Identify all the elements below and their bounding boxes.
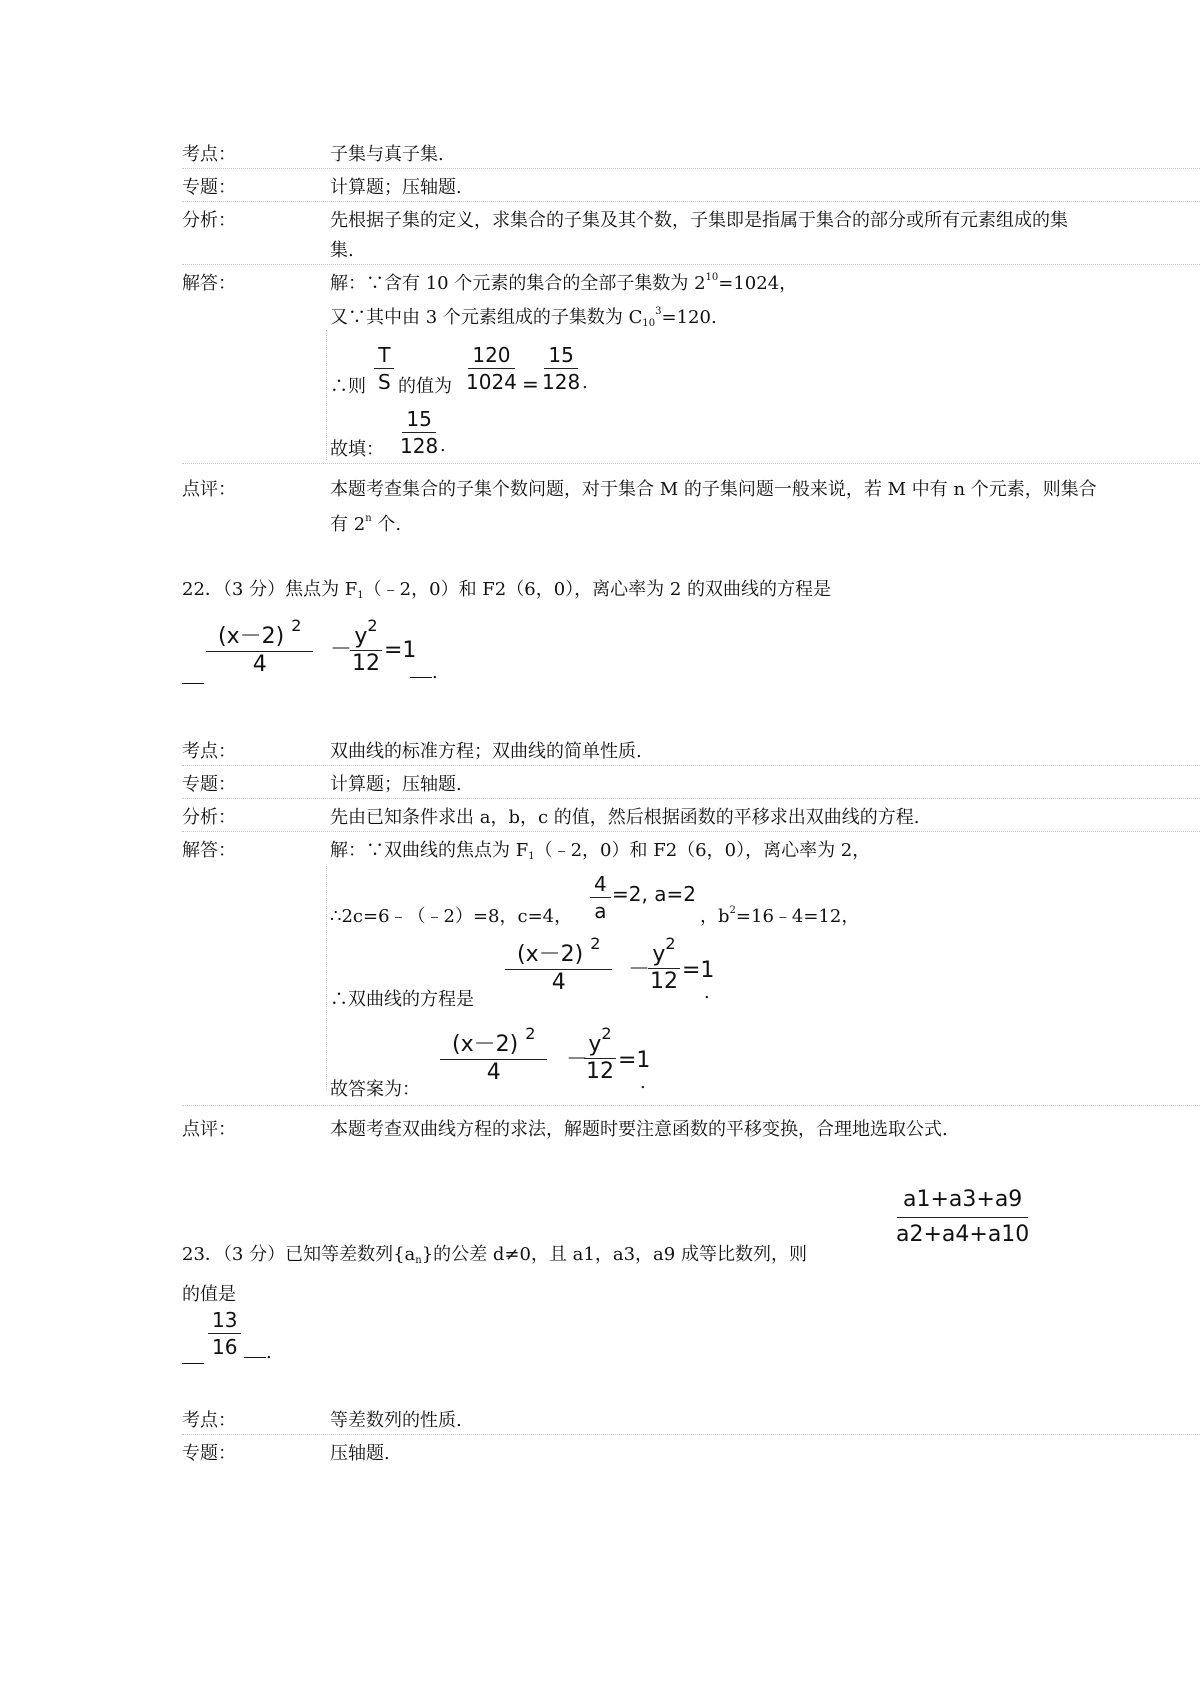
fraction-denominator: 16 <box>212 1335 238 1359</box>
label-jieda-2: 解答： <box>182 840 236 861</box>
exponent: 2 <box>729 905 736 916</box>
fraction-numerator <box>440 1022 547 1060</box>
label-kaodian-3: 考点： <box>182 1410 236 1431</box>
numerator-text: y <box>652 942 666 967</box>
fraction-denominator: 1024 <box>466 370 517 394</box>
period: . <box>440 435 446 456</box>
a-equals-2: =2, a=2 <box>612 882 696 906</box>
subscript: 1 <box>528 851 535 862</box>
fraction-denominator: 4 <box>551 970 566 995</box>
jieda-text: 又∵其中由 3 个元素组成的子集数为 C <box>330 307 643 328</box>
answer-blank-left <box>182 1348 204 1369</box>
fraction-numerator <box>584 1022 615 1059</box>
fraction-y-squared-over-12 <box>646 932 682 994</box>
fenxi-value-2: 先由已知条件求出 a，b，c 的值，然后根据函数的平移求出双曲线的方程. <box>330 807 920 828</box>
equals-one: =1 <box>682 958 715 983</box>
exponent: 2 <box>367 616 378 635</box>
exponent: 3 <box>655 306 662 317</box>
row-divider <box>182 463 1200 464</box>
kaodian-value-1: 子集与真子集. <box>330 144 444 165</box>
fraction-x-minus-2-squared-over-4 <box>440 1022 547 1085</box>
answer-blank-left <box>182 668 204 689</box>
answer-is-text: 故答案为： <box>330 1079 420 1100</box>
column-divider <box>326 864 327 1089</box>
question-23-stem <box>182 1240 807 1266</box>
zhuanti-value-1: 计算题；压轴题. <box>330 177 462 198</box>
dianping-line-1: 本题考查集合的子集个数问题，对于集合 M 的子集问题一般来说，若 M 中有 n 个元素，则集合 <box>330 479 1097 500</box>
label-fenxi-2: 分析： <box>182 807 236 828</box>
fraction-numerator: T <box>374 343 394 369</box>
period: . <box>640 1072 646 1093</box>
question-text: }的公差 d≠0，且 a1，a3，a9 成等比数列，则 <box>421 1244 807 1265</box>
exponent: 2 <box>291 616 302 635</box>
label-dianping-1: 点评： <box>182 479 236 500</box>
fenxi-line-1: 先根据子集的定义，求集合的子集及其个数，子集即是指属于集合的部分或所有元素组成的集 <box>330 210 1068 231</box>
row-divider <box>182 1105 1200 1106</box>
fraction-15-over-128 <box>538 343 584 394</box>
question-text-value-is: 的值是 <box>182 1284 236 1305</box>
fraction-4-over-a <box>590 872 611 923</box>
exponent: 2 <box>590 934 601 953</box>
minus-sign: － <box>566 1047 589 1072</box>
jieda2-line-2-text: ∴2c=6﹣（﹣2）=8，c=4， <box>330 906 573 927</box>
fraction-numerator: 13 <box>208 1308 241 1334</box>
row-divider <box>182 1434 1200 1435</box>
equals-sign: = <box>522 372 539 396</box>
fraction-numerator: 15 <box>402 407 435 433</box>
numerator-text: (x－2) <box>452 1032 519 1057</box>
minus-sign: － <box>628 957 651 982</box>
fraction-denominator: 128 <box>542 370 581 394</box>
kaodian-value-3: 等差数列的性质. <box>330 1410 462 1431</box>
jieda-text: =1024， <box>718 273 798 294</box>
row-divider <box>182 201 1200 202</box>
fraction-numerator: a1+a3+a9 <box>897 1185 1028 1218</box>
fraction-x-minus-2-squared-over-4 <box>206 614 313 677</box>
exponent: 2 <box>665 934 676 953</box>
period: . <box>582 372 588 393</box>
fill-answer-label: 故填： <box>330 439 384 460</box>
dianping-value-2: 本题考查双曲线方程的求法，解题时要注意函数的平移变换，合理地选取公式. <box>330 1119 948 1140</box>
subscript: n <box>415 1255 422 1266</box>
fraction-denominator: 4 <box>252 652 267 677</box>
fraction-y-squared-over-12 <box>582 1022 618 1084</box>
fraction-13-over-16 <box>208 1308 241 1359</box>
fraction-denominator: a <box>594 899 607 923</box>
hyperbola-equation-text: ∴双曲线的方程是 <box>330 989 474 1010</box>
fraction-numerator: 15 <box>544 343 577 369</box>
exponent: n <box>365 513 372 524</box>
row-divider <box>182 765 1200 766</box>
label-fenxi-1: 分析： <box>182 210 236 231</box>
label-dianping-2: 点评： <box>182 1119 236 1140</box>
label-zhuanti-3: 专题： <box>182 1443 236 1464</box>
answer-blank-right <box>410 662 438 683</box>
fraction-15-over-128-answer <box>396 407 442 458</box>
jieda-text: ，b <box>700 906 730 927</box>
row-divider <box>182 264 1200 265</box>
jieda2-line-1 <box>330 836 870 862</box>
period: . <box>266 1342 272 1363</box>
jieda-text: =120. <box>661 307 717 328</box>
jieda-text: （﹣2，0）和 F2（6，0），离心率为 2， <box>534 840 871 861</box>
exponent: 10 <box>705 272 719 283</box>
label-zhuanti-1: 专题： <box>182 177 236 198</box>
fraction-numerator <box>505 932 612 970</box>
fraction-numerator <box>206 614 313 652</box>
fraction-numerator <box>350 614 381 651</box>
fraction-x-minus-2-squared-over-4 <box>505 932 612 995</box>
question-text: 22．（3 分）焦点为 F <box>182 579 358 600</box>
period: . <box>432 662 438 683</box>
fenxi-line-2: 集. <box>330 240 354 261</box>
fraction-odd-over-even-terms <box>890 1185 1035 1250</box>
label-kaodian-1: 考点： <box>182 144 236 165</box>
fraction-denominator: S <box>378 370 391 394</box>
exponent: 2 <box>601 1024 612 1043</box>
row-divider <box>182 831 1200 832</box>
subscript: 1 <box>357 590 364 601</box>
jieda-text: 解：∵含有 10 个元素的集合的全部子集数为 2 <box>330 273 706 294</box>
fraction-denominator: 12 <box>650 969 678 994</box>
subscript: 10 <box>642 318 656 329</box>
numerator-text: (x－2) <box>218 624 285 649</box>
answer-blank-right <box>244 1342 272 1363</box>
period: . <box>704 982 710 1003</box>
therefore-text: ∴则 <box>330 376 366 397</box>
value-text: 的值为 <box>398 376 452 397</box>
question-22-stem <box>182 575 831 601</box>
kaodian-value-2: 双曲线的标准方程；双曲线的简单性质. <box>330 741 642 762</box>
b-squared-line <box>700 902 859 928</box>
dianping-line-2 <box>330 510 401 536</box>
label-zhuanti-2: 专题： <box>182 774 236 795</box>
dianping-text: 有 2 <box>330 514 366 535</box>
row-divider <box>182 168 1200 169</box>
zhuanti-value-2: 计算题；压轴题. <box>330 774 462 795</box>
fraction-denominator: 12 <box>352 651 380 676</box>
zhuanti-value-3: 压轴题. <box>330 1443 390 1464</box>
fraction-y-squared-over-12 <box>348 614 384 676</box>
label-kaodian-2: 考点： <box>182 741 236 762</box>
fraction-numerator <box>648 932 679 969</box>
equals-one: =1 <box>618 1048 651 1073</box>
exponent: 2 <box>525 1024 536 1043</box>
fraction-denominator: a2+a4+a10 <box>896 1222 1030 1247</box>
fraction-numerator: 4 <box>590 872 611 898</box>
fraction-denominator: 128 <box>400 434 439 458</box>
fraction-t-over-s <box>374 343 395 394</box>
equals-one: =1 <box>384 638 417 663</box>
fraction-120-over-1024 <box>462 343 521 394</box>
numerator-text: y <box>354 624 368 649</box>
question-text: （﹣2，0）和 F2（6，0），离心率为 2 的双曲线的方程是 <box>363 579 832 600</box>
jieda-text: =16﹣4=12， <box>735 906 860 927</box>
fraction-denominator: 12 <box>586 1059 614 1084</box>
fraction-numerator: 120 <box>468 343 514 369</box>
question-text: 23．（3 分）已知等差数列{a <box>182 1244 416 1265</box>
jieda-text: 解：∵双曲线的焦点为 F <box>330 840 529 861</box>
jieda-line-2 <box>330 303 717 329</box>
numerator-text: (x－2) <box>517 942 584 967</box>
minus-sign: － <box>330 637 353 662</box>
fraction-denominator: 4 <box>486 1060 501 1085</box>
column-divider <box>326 330 327 460</box>
jieda-line-1 <box>330 269 797 295</box>
dianping-text: 个. <box>371 514 402 535</box>
row-divider <box>182 798 1200 799</box>
numerator-text: y <box>588 1032 602 1057</box>
label-jieda-1: 解答： <box>182 273 236 294</box>
